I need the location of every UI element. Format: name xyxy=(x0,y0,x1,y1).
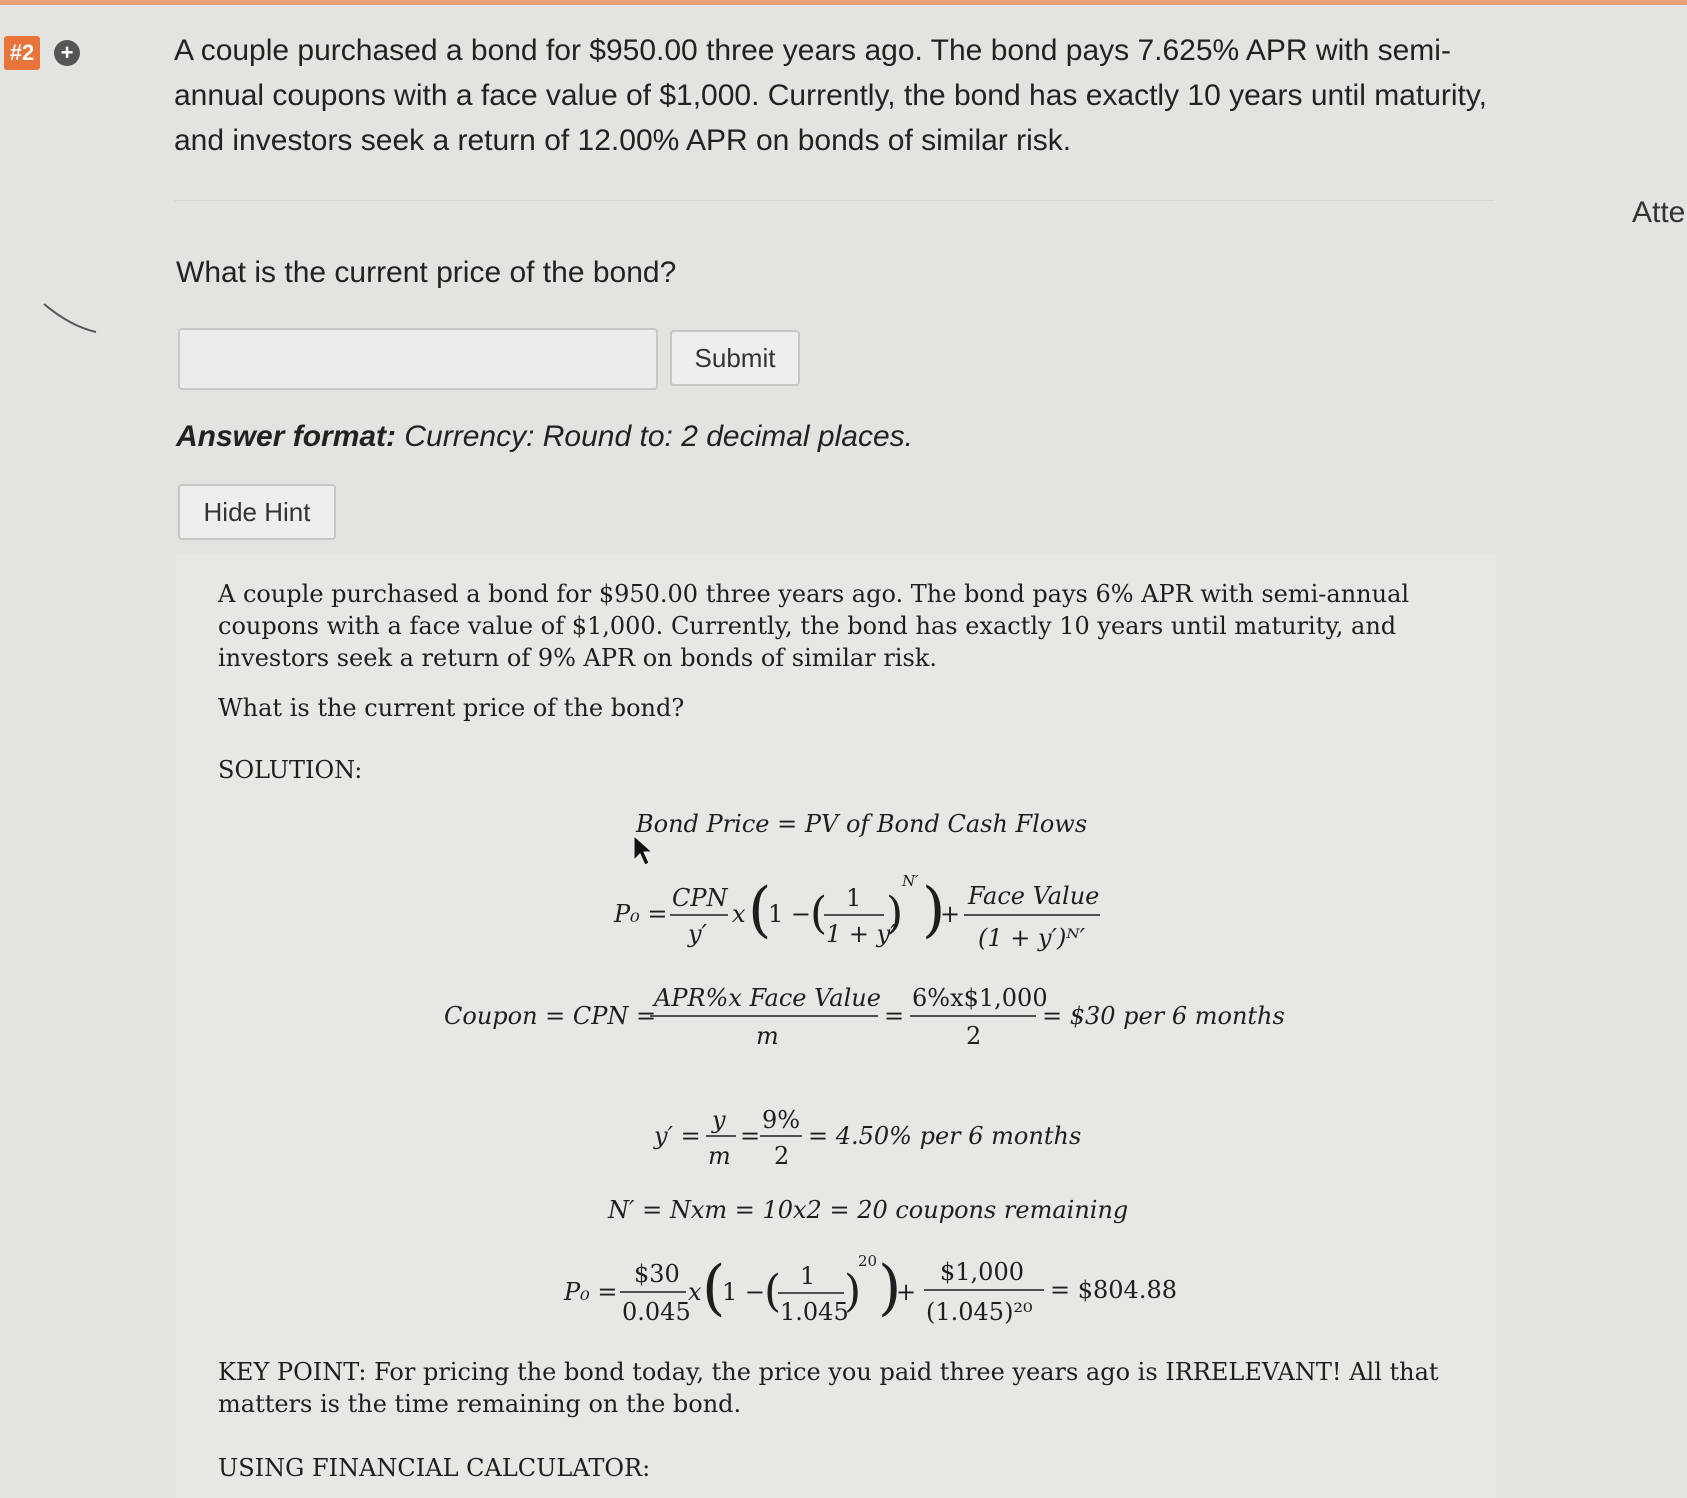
coupon-den1: m xyxy=(756,1022,779,1050)
formula-den1: y′ xyxy=(688,920,708,948)
coupon-lhs: Coupon = CPN = xyxy=(444,1002,657,1030)
svg-text:1 −: 1 − xyxy=(722,1278,766,1306)
hint-key-point: KEY POINT: For pricing the bond today, the price you paid three years ago is IRRELEVANT! All that matters is the time remaining on the bond. xyxy=(218,1358,1439,1418)
yield-num1: y xyxy=(712,1106,726,1134)
svg-text:): ) xyxy=(886,888,904,939)
coupon-den2: 2 xyxy=(966,1022,982,1050)
calc-num1: $30 xyxy=(634,1260,680,1288)
calc-num2: $1,000 xyxy=(940,1258,1024,1286)
hint-example-question: A couple purchased a bond for $950.00 three years ago. The bond pays 6% APR with semi-annual coupons with a face value of $1,000. Currently, the bond has exactly 10 years until maturity, and investors seek a return of 9% APR on bonds of similar risk. xyxy=(218,580,1410,672)
svg-text:): ) xyxy=(922,875,946,945)
calc-den1: 0.045 xyxy=(622,1298,691,1326)
formula-inner-den: 1 + y′ xyxy=(826,920,896,948)
formula-num1: CPN xyxy=(672,884,728,912)
svg-text:(: ( xyxy=(748,875,772,945)
yield-result: = 4.50% per 6 months xyxy=(808,1122,1082,1150)
answer-format xyxy=(176,420,913,454)
bond-price-calculation xyxy=(560,1248,1180,1338)
calc-exp: 20 xyxy=(858,1252,878,1270)
svg-text:=: = xyxy=(740,1122,761,1150)
svg-text:+: + xyxy=(896,1278,917,1306)
svg-text:(: ( xyxy=(764,1266,782,1317)
bond-price-formula xyxy=(610,870,1110,960)
question-number-badge: #2 xyxy=(4,36,40,70)
svg-text:): ) xyxy=(844,1266,862,1317)
calc-inner-num: 1 xyxy=(800,1262,816,1290)
mouse-cursor-icon xyxy=(632,834,660,868)
svg-text:(: ( xyxy=(810,888,828,939)
calc-inner-den: 1.045 xyxy=(780,1298,849,1326)
formula-lhs: P₀ = xyxy=(614,900,668,928)
hide-hint-button[interactable]: Hide Hint xyxy=(178,484,336,540)
svg-text:): ) xyxy=(878,1253,902,1323)
hint-example-prompt: What is the current price of the bond? xyxy=(218,694,685,722)
formula-inner-num: 1 xyxy=(846,884,862,912)
question-prompt: What is the current price of the bond? xyxy=(176,256,677,289)
answer-format-value: Currency: Round to: 2 decimal places. xyxy=(404,420,913,453)
svg-text:+: + xyxy=(940,900,961,928)
submit-button[interactable]: Submit xyxy=(670,330,800,386)
calc-result: = $804.88 xyxy=(1050,1276,1177,1304)
formula-title: Bond Price = PV of Bond Cash Flows xyxy=(636,810,1088,838)
yield-den2: 2 xyxy=(774,1142,790,1170)
svg-text:x: x xyxy=(688,1278,702,1306)
yield-den1: m xyxy=(708,1142,731,1170)
coupon-formula xyxy=(440,976,1300,1056)
yield-num2: 9% xyxy=(762,1106,801,1134)
answer-input[interactable] xyxy=(178,328,658,390)
scratch-mark-icon xyxy=(40,300,100,340)
hint-calculator-label: USING FINANCIAL CALCULATOR: xyxy=(218,1454,651,1482)
svg-text:=: = xyxy=(884,1002,905,1030)
svg-text:x: x xyxy=(732,900,746,928)
formula-num2: Face Value xyxy=(968,882,1100,910)
answer-format-label: Answer format: xyxy=(176,420,397,453)
svg-text:(: ( xyxy=(702,1253,726,1323)
formula-den2: (1 + y′)ᴺ′ xyxy=(978,924,1086,952)
question-divider xyxy=(174,200,1494,201)
top-accent-line xyxy=(0,0,1687,5)
svg-text:1 −: 1 − xyxy=(768,900,812,928)
formula-exp: N′ xyxy=(902,872,919,890)
coupon-num1: APR%x Face Value xyxy=(654,984,881,1012)
calc-den2: (1.045)²⁰ xyxy=(926,1298,1033,1326)
yield-lhs: y′ = xyxy=(654,1122,701,1150)
yield-formula xyxy=(650,1098,1130,1178)
hint-solution-label: SOLUTION: xyxy=(218,756,363,784)
coupon-result: = $30 per 6 months xyxy=(1042,1002,1285,1030)
periods-formula: N′ = Nxm = 10x2 = 20 coupons remaining xyxy=(608,1196,1129,1224)
calc-lhs: P₀ = xyxy=(564,1278,618,1306)
side-label: Atte xyxy=(1632,196,1686,229)
expand-plus-icon[interactable]: + xyxy=(54,40,80,66)
coupon-num2: 6%x$1,000 xyxy=(912,984,1048,1012)
question-text: A couple purchased a bond for $950.00 three years ago. The bond pays 7.625% APR with semi-annual coupons with a face value of $1,000. Currently, the bond has exactly 10 years until maturity, and investors seek a return of 12.00% APR on bonds of similar risk. xyxy=(174,34,1487,157)
